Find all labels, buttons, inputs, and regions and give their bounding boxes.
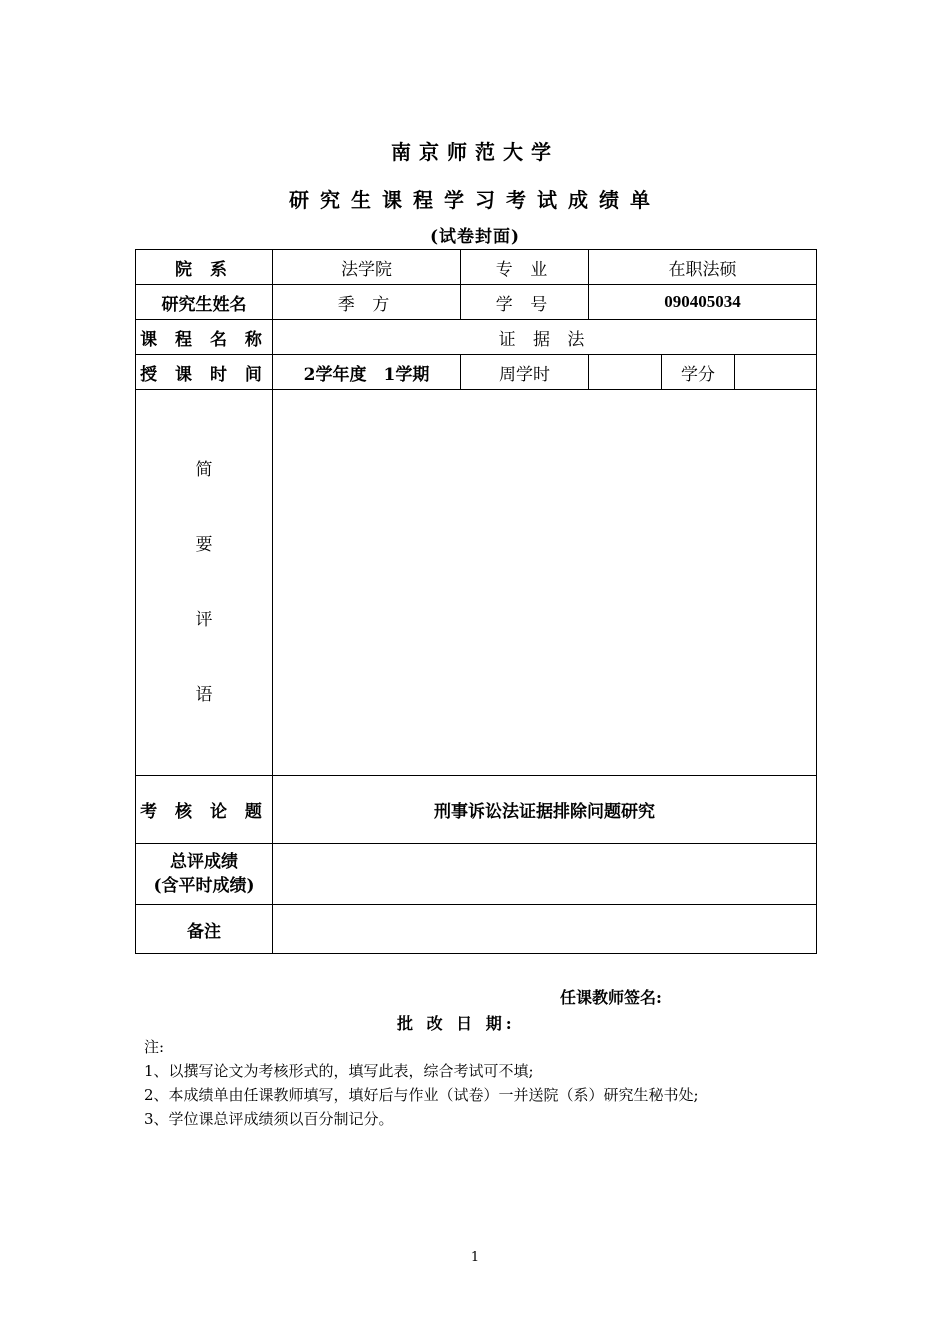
notes-section — [144, 1035, 699, 1131]
table-row-comments — [136, 390, 817, 776]
note-item: 1、以撰写论文为考核形式的，填写此表，综合考试可不填; — [144, 1062, 534, 1080]
comment-label-char: 评 — [195, 609, 213, 630]
teaching-time-value: 2学年度 1学期 — [273, 355, 461, 390]
table-row-topic — [136, 776, 817, 844]
table-row-student — [136, 285, 817, 320]
teaching-time-label: 授 课 时 间 — [136, 355, 273, 390]
remarks-value — [273, 905, 817, 954]
brief-comment-value — [273, 390, 817, 776]
table-row-course — [136, 320, 817, 355]
note-item: 3、学位课总评成绩须以百分制记分。 — [144, 1110, 394, 1128]
credits-value — [735, 355, 817, 390]
remarks-label: 备注 — [136, 905, 273, 954]
major-label: 专 业 — [461, 250, 589, 285]
weekly-hours-value — [589, 355, 662, 390]
form-subtitle: (试卷封面) — [429, 227, 521, 247]
student-id-label: 学 号 — [461, 285, 589, 320]
note-item: 2、本成绩单由任课教师填写，填好后与作业（试卷）一并送院（系）研究生秘书处; — [144, 1086, 699, 1104]
comment-label-char: 语 — [195, 684, 213, 705]
assessment-topic-value: 刑事诉讼法证据排除问题研究 — [273, 776, 817, 844]
form-title: 研究生课程学习考试成绩单 — [289, 188, 661, 212]
major-value: 在职法硕 — [589, 250, 817, 285]
grade-table — [135, 249, 817, 954]
notes-heading: 注: — [144, 1038, 165, 1056]
total-score-label-line1: 总评成绩 — [170, 852, 238, 872]
department-value: 法学院 — [273, 250, 461, 285]
page-number: 1 — [470, 1250, 480, 1265]
weekly-hours-label: 周学时 — [461, 355, 589, 390]
table-row-department — [136, 250, 817, 285]
student-name-value: 季 方 — [273, 285, 461, 320]
student-id-value: 090405034 — [589, 285, 817, 320]
student-name-label: 研究生姓名 — [136, 285, 273, 320]
comment-label-char: 要 — [195, 534, 213, 555]
credits-label: 学分 — [662, 355, 735, 390]
table-row-total-score — [136, 844, 817, 905]
total-score-value — [273, 844, 817, 905]
brief-comment-label — [136, 390, 273, 776]
comment-label-char: 简 — [195, 459, 213, 480]
department-label: 院 系 — [136, 250, 273, 285]
course-name-label: 课 程 名 称 — [136, 320, 273, 355]
total-score-label — [136, 844, 273, 905]
total-score-label-line2: (含平时成绩) — [153, 876, 255, 896]
table-row-remarks — [136, 905, 817, 954]
university-title: 南京师范大学 — [391, 140, 559, 164]
teacher-signature-label: 任课教师签名: — [560, 988, 662, 1007]
table-row-teaching-time — [136, 355, 817, 390]
review-date-label: 批 改 日 期: — [397, 1014, 516, 1033]
course-name-value: 证 据 法 — [273, 320, 817, 355]
assessment-topic-label: 考 核 论 题 — [136, 776, 273, 844]
